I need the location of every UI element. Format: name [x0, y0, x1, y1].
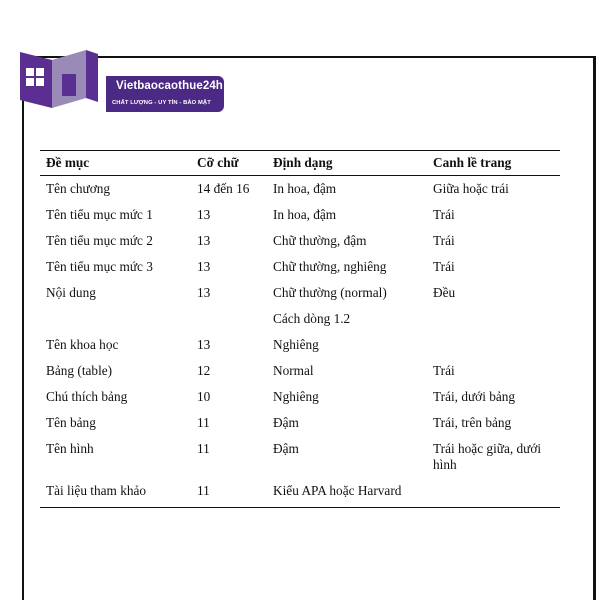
brand-logo[interactable] — [16, 44, 223, 112]
table-cell — [191, 306, 267, 332]
table-row — [40, 332, 560, 358]
table-cell: Tên hình — [46, 441, 94, 456]
table-row — [40, 478, 560, 508]
format-spec-table — [40, 150, 560, 508]
table-cell — [40, 306, 191, 332]
table-cell: 10 — [197, 389, 211, 404]
table-cell: Tên tiểu mục mức 3 — [46, 259, 153, 274]
header-cell: Định dạng — [267, 151, 427, 176]
table-cell: 13 — [197, 337, 211, 352]
table-cell — [427, 306, 560, 332]
table-row — [40, 436, 560, 478]
table-cell: Đậm — [273, 415, 299, 430]
table-cell: Nghiêng — [273, 337, 319, 352]
table-cell: 13 — [197, 233, 211, 248]
table-cell: Chữ thường, đậm — [273, 233, 367, 248]
table-cell: 12 — [197, 363, 211, 378]
table-cell: 13 — [197, 207, 211, 222]
table-cell: Tên khoa học — [46, 337, 119, 352]
table-cell: Giữa hoặc trái — [433, 181, 509, 196]
table-row — [40, 202, 560, 228]
table-cell: Nghiêng — [273, 389, 319, 404]
table-cell: Tên tiểu mục mức 2 — [46, 233, 153, 248]
table-cell: Normal — [273, 363, 314, 378]
table-cell: Tên chương — [46, 181, 111, 196]
brand-tagline: CHẤT LƯỢNG - UY TÍN - BẢO MẬT — [112, 100, 211, 106]
table-cell: Tên tiểu mục mức 1 — [46, 207, 153, 222]
table-cell: Tên bảng — [46, 415, 96, 430]
table-row — [40, 384, 560, 410]
table-cell: Trái — [433, 363, 455, 378]
brand-name: Vietbaocaothue24h — [116, 80, 223, 92]
table-row — [40, 228, 560, 254]
table-cell: Trái, trên bảng — [433, 415, 512, 430]
header-cell: Đề mục — [40, 151, 191, 176]
table-cell: 11 — [197, 441, 210, 456]
table-cell: 14 đến 16 — [197, 181, 250, 196]
table-header-row — [40, 151, 560, 176]
table-row — [40, 358, 560, 384]
table-cell: Đều — [433, 285, 456, 300]
table-cell: 11 — [191, 478, 267, 508]
table-cell — [427, 478, 560, 508]
table-cell: Chú thích bảng — [46, 389, 128, 404]
table-row — [40, 410, 560, 436]
table-cell: Chữ thường (normal) — [273, 285, 387, 300]
table-cell: Trái — [433, 259, 455, 274]
table-row — [40, 176, 560, 203]
table-cell — [427, 332, 560, 358]
table-cell: 11 — [197, 415, 210, 430]
table-cell: Trái hoặc giữa, dưới hình — [433, 441, 542, 472]
table-row — [40, 280, 560, 306]
table-cell: 13 — [197, 259, 211, 274]
header-cell: Canh lề trang — [427, 151, 560, 176]
table-cell: Kiểu APA hoặc Harvard — [267, 478, 427, 508]
table-cell: Nội dung — [46, 285, 96, 300]
table-cell: 13 — [197, 285, 211, 300]
table-cell: Trái — [433, 207, 455, 222]
table-cell: Chữ thường, nghiêng — [273, 259, 387, 274]
header-cell: Cỡ chữ — [191, 151, 267, 176]
table-row — [40, 254, 560, 280]
table-cell: In hoa, đậm — [273, 207, 337, 222]
table-row — [40, 306, 560, 332]
table-cell: Đậm — [273, 441, 299, 456]
table-cell: Tài liệu tham khảo — [40, 478, 191, 508]
table-cell: Bảng (table) — [46, 363, 113, 378]
table-cell: In hoa, đậm — [273, 181, 337, 196]
table-cell: Trái — [433, 233, 455, 248]
table-cell: Trái, dưới bảng — [433, 389, 516, 404]
table-cell: Cách dòng 1.2 — [273, 311, 351, 326]
book-logo-icon — [16, 44, 114, 112]
